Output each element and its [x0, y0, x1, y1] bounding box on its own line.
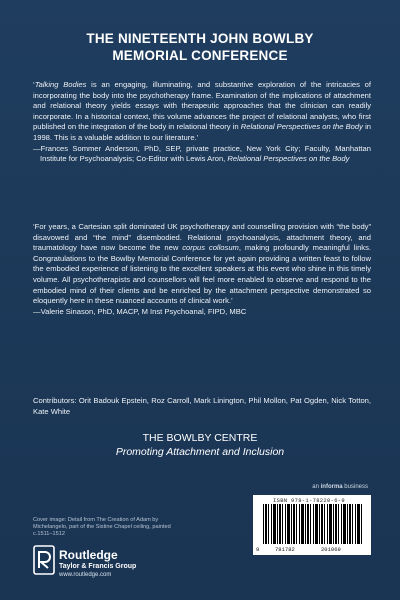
attribution-1-text: —Frances Sommer Anderson, PhD, SEP, private practice, New York City; Faculty, Manhattan Institute for Psychoanalysis; Co-Editor with Lewis Aron, — [33, 143, 371, 164]
title-line-2: MEMORIAL CONFERENCE — [112, 48, 288, 63]
endorsement-1-attribution — [33, 144, 371, 165]
publisher-text — [59, 548, 136, 579]
endorsement-1-text: ‘Talking Bodies is an engaging, illuminating, and substantive exploration of the intricacies of incorporating the body into the psychotherapy frame. Examination of the implications of attachment and relational theory yields essays with therapeutic approaches that the clinician can readily incorporate. In a historical context, this volume advances the project of relational analysts, who first published on the integration of the body in relational theory in Relational Perspectives on the Body in 1998. This is a valuable addition to our literature.’ — [33, 80, 371, 142]
barcode-group-1: 781782 — [275, 546, 295, 553]
book-title: Talking Bodies — [34, 80, 87, 89]
publisher-name: Routledge — [59, 548, 118, 562]
conference-title — [20, 30, 380, 64]
barcode-lead-digit: 9 — [256, 546, 260, 553]
reference-title: Relational Perspectives on the Body — [240, 122, 363, 132]
endorsement-2-body-a: ‘For years, a Cartesian split dominated UK psychotherapy and counselling provision with “the body” disavowed and “the mind” disembodied. Relational psychoanalysis, attachment theory, and traumatology have now become the new — [33, 222, 371, 253]
endorsement-2-text — [33, 222, 371, 307]
endorsement-2 — [33, 222, 371, 317]
endorsement-2-body-b: , making profoundly meaningful links. Congratulations to the Bowlby Memorial Conference for yet again providing a written feast to follow the embodied experience of listening to the excellent speakers at this event who shine in this timely volume. All psychotherapists and counsellors will feel more enabled to observe and respond to the embodied mind of their clients and be enriched by the attachment perspective demonstrated so eloquently here in these nuanced accounts of clinical work.’ — [33, 243, 371, 306]
endorsement-2-attribution: —Valerie Sinason, PhD, MACP, M Inst Psychoanal, FIPD, MBC — [33, 306, 247, 316]
centre-name: THE BOWLBY CENTRE — [142, 432, 258, 444]
title-line-1: THE NINETEENTH JOHN BOWLBY — [86, 31, 314, 46]
cover-image-caption: Cover image: Detail from The Creation of Adam by Michelangelo, part of the Sistine Chapel ceiling, painted c.1511–1512 — [33, 517, 171, 538]
bowlby-centre — [20, 431, 380, 459]
isbn-barcode — [253, 495, 371, 555]
endorsement-1 — [33, 80, 371, 165]
contributors-list: Contributors: Orit Badouk Epstein, Roz Carroll, Mark Linington, Phil Mollon, Pat Ogden, Nick Totton, Kate White — [33, 396, 371, 416]
barcode-bars — [263, 504, 363, 544]
endorsement-2-term: corpus collosum — [182, 243, 239, 253]
publisher-url: www.routledge.com — [59, 572, 112, 578]
barcode-group-2: 201069 — [321, 546, 341, 553]
informa-brand: informa — [320, 484, 343, 490]
publisher-group: Taylor & Francis Group — [59, 563, 137, 570]
endorsement-1-body-b: in 1998. This is a valuable addition to our literature.’ — [33, 122, 371, 142]
informa-suffix: business — [342, 484, 368, 490]
informa-prefix: an — [312, 484, 321, 490]
isbn-text: ISBN 978-1-78220-6-9 — [273, 497, 346, 504]
centre-tagline: Promoting Attachment and Inclusion — [115, 446, 285, 458]
endorsement-1-body-a: is an engaging, illuminating, and substantive exploration of the intricacies of incorporating the body into the psychotherapy frame. Examination of the implications of attachment and relational theory yields essays with therapeutic approaches that the clinician can readily incorporate. In a historical context, this volume advances the project of relational analysts, who first published on the integration of the body in relational theory in — [33, 80, 371, 132]
attribution-1-title: Relational Perspectives on the Body — [227, 154, 350, 164]
routledge-logo-icon — [33, 545, 55, 575]
informa-business-label — [312, 484, 368, 490]
